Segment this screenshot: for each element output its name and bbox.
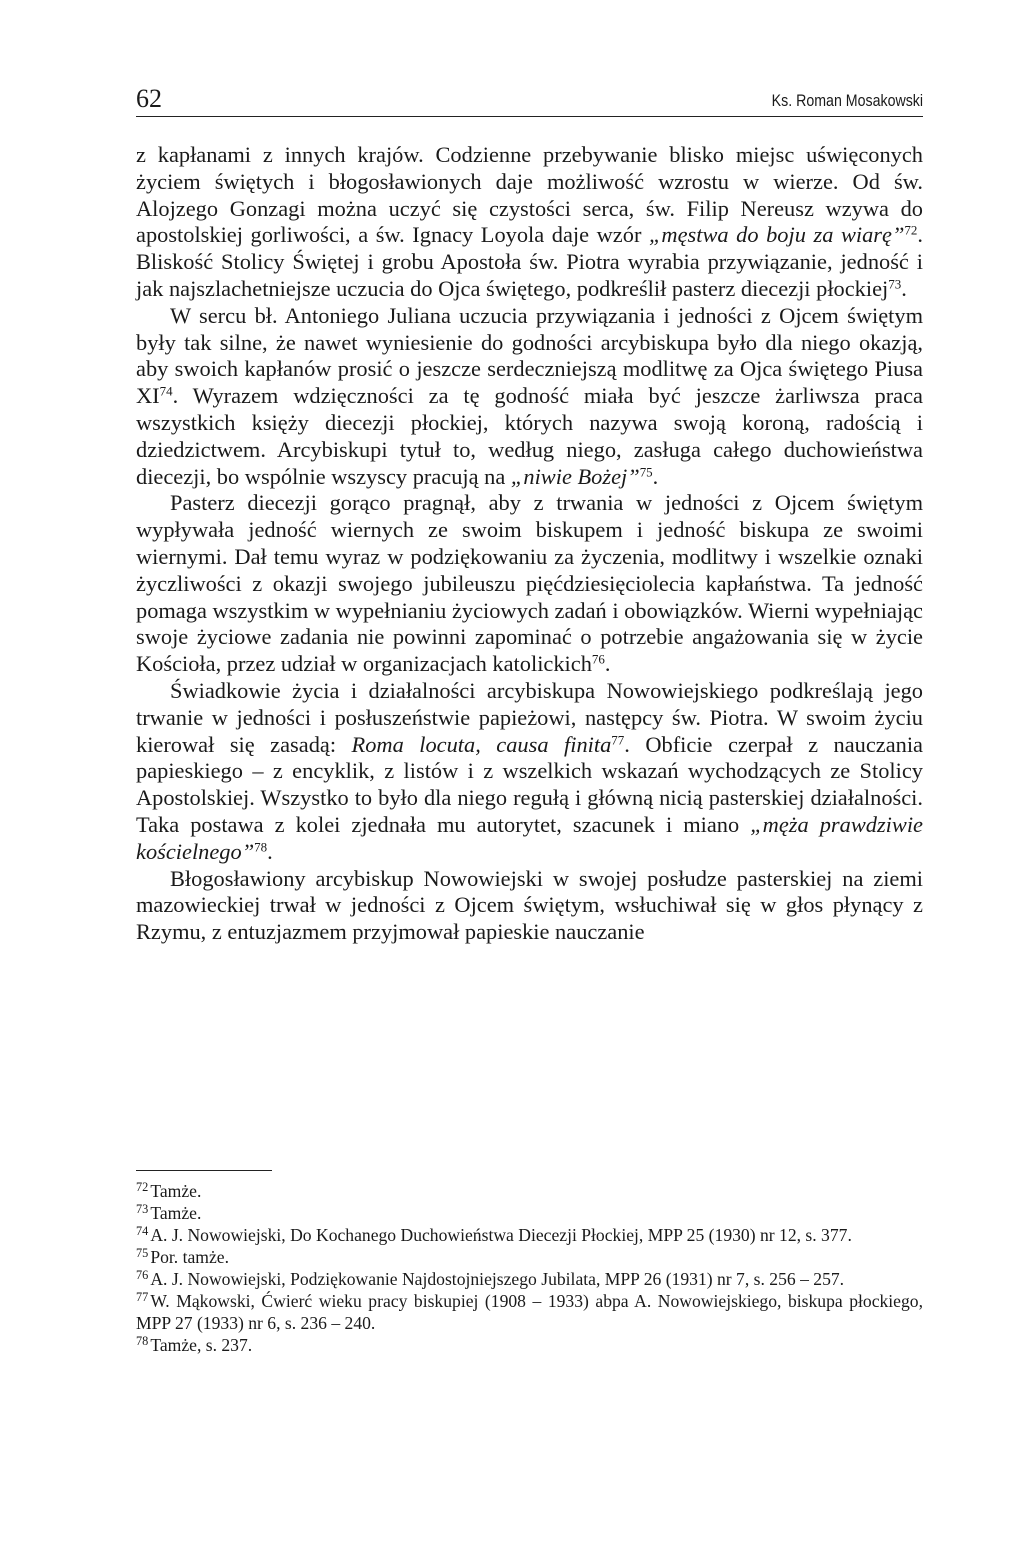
footnote — [136, 1290, 923, 1334]
footnote-reference: 76 — [591, 651, 605, 667]
body-paragraph — [136, 142, 923, 303]
body-paragraph — [136, 866, 923, 946]
footnote-reference: 74 — [159, 383, 173, 399]
footnote-text: Tamże. — [150, 1203, 202, 1223]
body-paragraph — [136, 303, 923, 491]
text-run: . — [267, 838, 273, 864]
footnote-text: A. J. Nowowiejski, Podziękowanie Najdostojniejszego Jubilata, MPP 26 (1931) nr 7, s. 256 – 257. — [150, 1269, 845, 1289]
footnotes — [136, 1180, 923, 1356]
footnote-text: Por. tamże. — [150, 1247, 229, 1267]
footnote-number: 72 — [136, 1180, 149, 1195]
footnote — [136, 1180, 923, 1202]
italic-quote: „niwie Bożej” — [510, 463, 640, 489]
footnote-number: 77 — [136, 1290, 149, 1305]
footnote — [136, 1268, 923, 1290]
footnote — [136, 1246, 923, 1268]
text-run: Pasterz diecezji gorąco pragnął, aby z trwania w jedności z Ojcem świętym wypływała jedność wiernych ze swoim biskupem i jedność biskupa ze swoimi wiernymi. Dał temu wyraz w podziękowaniu za życzenia, modlitwy i wszelkie oznaki życzliwości z okazji swojego jubileuszu pięćdziesięciolecia kapłaństwa. Ta jedność pomaga wszystkim w wypełnianiu życiowych zadań i obowiązków. Wierni wypełniając swoje życiowe zadania nie powinni zapominać o potrzebie angażowania się w życie Kościoła, przez udział w organizacjach katolickich — [136, 490, 923, 677]
footnote-number: 78 — [136, 1334, 149, 1349]
footnote-reference: 73 — [888, 276, 902, 292]
running-header — [136, 84, 923, 117]
footnote-text: Tamże. — [150, 1181, 202, 1201]
text-run: . Bliskość Stolicy Świętej i grobu Apostoła św. Piotra wyrabia przywiązanie, jedność i jak najszlachetniejsze uczucia do Ojca świętego, podkreślił pasterz diecezji płockiej — [136, 222, 924, 301]
text-run: z kapłanami z innych krajów. Codzienne przebywanie blisko miejsc uświęconych życiem świętych i błogosławionych daje możliwość wzrostu w wierze. Od św. Alojzego Gonzagi można uczyć się czystości serca, św. Filip Nereusz wzywa do apostolskiej gorliwości, a św. Ignacy Loyola daje wzór — [136, 142, 923, 248]
footnote-reference: 78 — [254, 839, 268, 855]
footnote-separator — [136, 1170, 272, 1171]
text-run: . — [604, 651, 611, 677]
footnote-number: 74 — [136, 1224, 149, 1239]
text-run: . — [901, 275, 907, 301]
footnote — [136, 1334, 923, 1356]
footnote — [136, 1202, 923, 1224]
footnote-reference: 77 — [611, 732, 625, 747]
body-paragraph — [136, 678, 923, 866]
italic-quote: Roma locuta, causa finita — [351, 731, 612, 757]
italic-quote: „męstwa do boju za wiarę” — [648, 222, 905, 248]
text-run: . — [652, 463, 659, 489]
body-paragraph — [136, 490, 923, 678]
text-run: . Wyrazem wdzięczności za tę godność miała być jeszcze żarliwsza praca wszystkich księży diecezji płockiej, których nazywa swoją koroną, radością i dziedzictwem. Arcybiskupi tytuł to, według niego, zasługa całego duchowieństwa diecezji, bo wspólnie wszyscy pracują na — [136, 383, 923, 489]
text-run: . Obficie czerpał z nauczania papieskiego – z encyklik, z listów i z wszelkich wskazań wychodzących ze Stolicy Apostolskiej. Wszystko to było dla niego regułą i główną nicią pasterskiej działalności. Taka postawa z kolei zjednała mu autorytet, szacunek i miano — [136, 731, 923, 837]
footnote-text: Tamże, s. 237. — [150, 1335, 253, 1355]
page-number: 62 — [136, 84, 162, 113]
text-run: Świadkowie życia i działalności arcybiskupa Nowowiejskiego podkreślają jego trwanie w jedności i posłuszeństwie papieżowi, następcy św. Piotra. W swoim życiu kierował się zasadą: — [136, 677, 923, 757]
running-author: Ks. Roman Mosakowski — [771, 92, 923, 110]
footnote-reference: 75 — [639, 464, 653, 480]
italic-quote: „męża prawdziwie kościelnego” — [136, 811, 923, 864]
footnote-number: 75 — [136, 1246, 149, 1261]
footnote-number: 73 — [136, 1202, 149, 1217]
footnote-text: W. Mąkowski, Ćwierć wieku pracy biskupiej (1908 – 1933) abpa A. Nowowiejskiego, biskupa płockiego, MPP 27 (1933) nr 6, s. 236 – 240. — [136, 1291, 923, 1333]
text-run: Błogosławiony arcybiskup Nowowiejski w swojej posłudze pasterskiej na ziemi mazowieckiej trwał w jedności z Ojcem świętym, wsłuchiwał się w głos płynący z Rzymu, z entuzjazmem przyjmował papieskie nauczanie — [136, 865, 923, 945]
body-text — [136, 142, 923, 946]
text-run: W sercu bł. Antoniego Juliana uczucia przywiązania i jedności z Ojcem świętym były tak silne, że nawet wyniesienie do godności arcybiskupa było dla niego okazją, aby swoich kapłanów prosić o jeszcze serdeczniejszą modlitwę za Ojca świętego Piusa XI — [136, 302, 923, 409]
footnote — [136, 1224, 923, 1246]
footnote-text: A. J. Nowowiejski, Do Kochanego Duchowieństwa Diecezji Płockiej, MPP 25 (1930) nr 12, s. 377. — [150, 1225, 852, 1245]
footnote-reference: 72 — [904, 222, 918, 238]
footnote-number: 76 — [136, 1268, 149, 1283]
